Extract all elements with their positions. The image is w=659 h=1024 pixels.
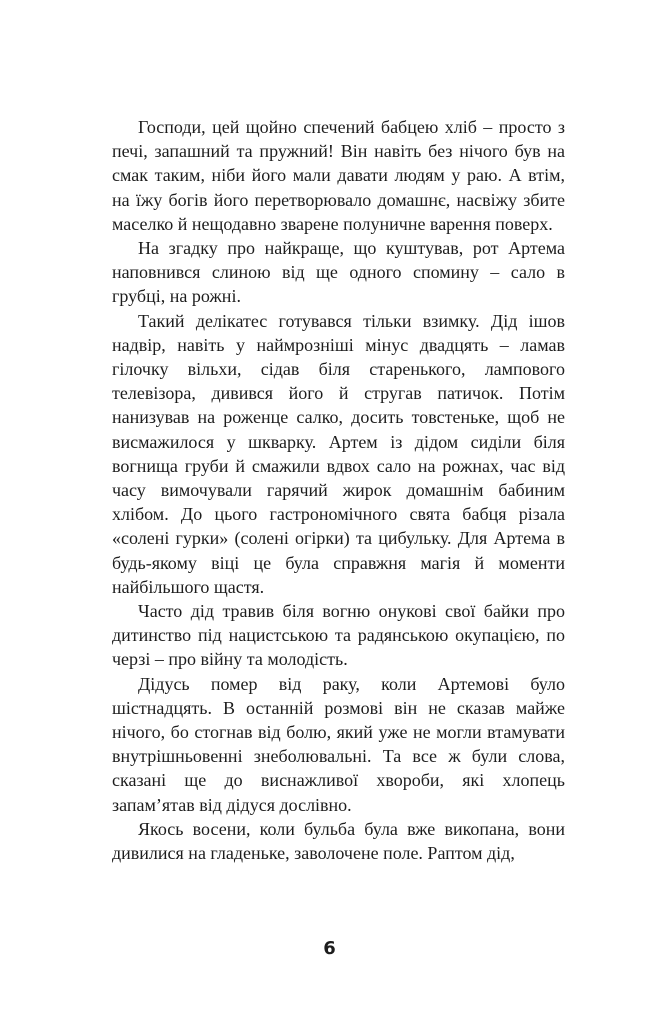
paragraph-4: Часто дід травив біля вогню онукові свої байки про дитинство під нацистською та радянською окупацією, по черзі – про війну та молодість. bbox=[112, 601, 565, 670]
paragraph-2: На згадку про найкраще, що куштував, рот Артема наповнився слиною від ще одного спомину – сало в грубці, на рожні. bbox=[112, 238, 565, 307]
paragraph-1: Господи, цей щойно спечений бабцею хліб – просто з печі, запашний та пружний! Він навіть без нічого був на смак таким, ніби його мали давати людям у раю. А втім, на їжу богів його перетворювало домашнє, насвіжу збите маселко й нещодавно зварене полуничне варення поверх. bbox=[112, 117, 565, 234]
paragraph-6: Якось восени, коли бульба була вже викопана, вони дивилися на гладеньке, заволочене поле. Раптом дід, bbox=[112, 818, 565, 864]
paragraph-5: Дідусь помер від раку, коли Артемові було шістнадцять. В останній розмові він не сказав майже нічого, бо стогнав від болю, який уже не могли втамувати внутрішньовенні знеболювальні. Та все ж були слова, сказані ще до виснажливої хвороби, які хлопець запам’ятав від дідуся дослівно. bbox=[112, 673, 565, 815]
page-number: 6 bbox=[323, 938, 336, 959]
body-text bbox=[112, 115, 565, 865]
paragraph-3: Такий делікатес готувався тільки взимку. Дід ішов надвір, навіть у наймрозніші мінус двадцять – ламав гілочку вільхи, сідав біля старенького, лампового телевізора, дивився його й стругав патичок. Потім нанизував на роженце салко, досить товстеньке, щоб не висмажилося у шкварку. Артем із дідом сиділи біля вогнища груби й смажили вдвох сало на рожнах, час від часу вимочували гарячий жирок домашнім бабиним хлібом. До цього гастрономічного свята бабця різала «солені гурки» (солені огірки) та цибульку. Для Артема в будь-якому віці це була справжня магія й моменти найбільшого щастя. bbox=[112, 310, 565, 597]
